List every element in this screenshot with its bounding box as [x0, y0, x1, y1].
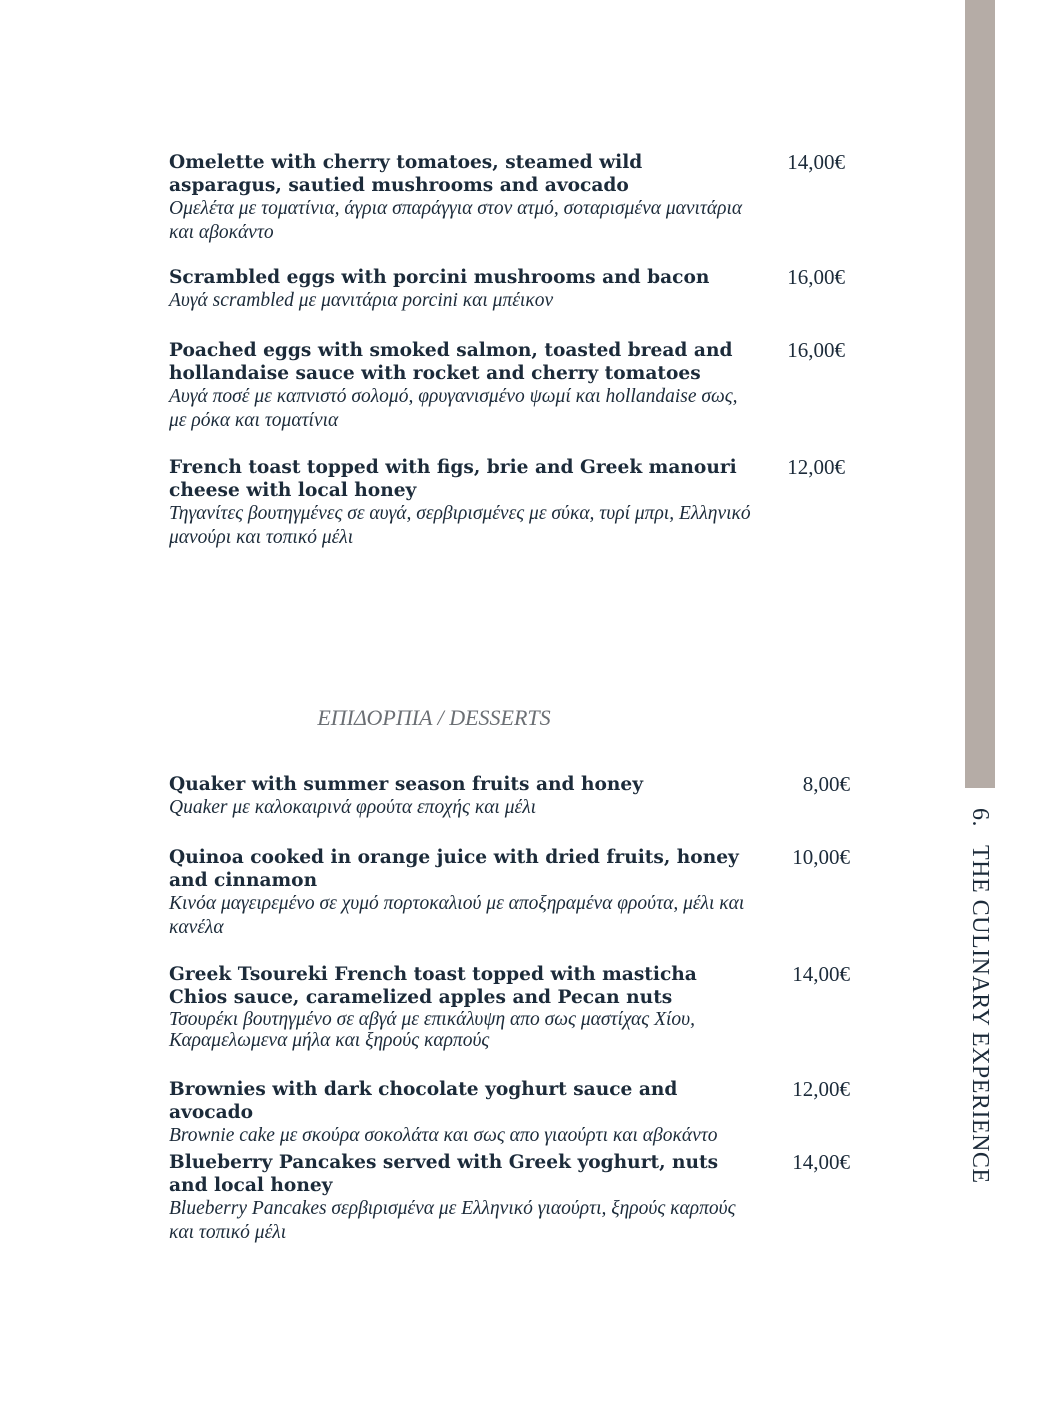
item-name-greek: Brownie cake με σκούρα σοκολάτα και σως απο γιαούρτι και αβοκάντο	[169, 1125, 718, 1146]
item-price: 14,00€	[792, 962, 850, 986]
item-name: Greek Tsoureki French toast topped with masticha Chios sauce, caramelized apples and Pecan nuts	[169, 964, 697, 1008]
item-price: 14,00€	[792, 1150, 850, 1174]
menu-item	[169, 266, 869, 313]
chapter-label	[966, 808, 993, 1184]
item-price: 14,00€	[787, 150, 845, 174]
item-price: 16,00€	[787, 338, 845, 362]
item-name: Quaker with summer season fruits and honey	[169, 774, 644, 795]
chapter-number: 6.	[967, 808, 993, 827]
item-price: 12,00€	[792, 1077, 850, 1101]
item-price: 8,00€	[802, 772, 850, 796]
item-name: Brownies with dark chocolate yoghurt sauce and avocado	[169, 1079, 678, 1123]
item-name: Omelette with cherry tomatoes, steamed wild asparagus, sautied mushrooms and avocado	[169, 152, 643, 196]
chapter-title: THE CULINARY EXPERIENCE	[967, 845, 993, 1184]
item-name-greek: Quaker με καλοκαιρινά φρούτα εποχής και μέλι	[169, 797, 537, 818]
item-name-greek: Αυγά scrambled με μανιτάρια porcini και μπέικον	[169, 290, 554, 311]
menu-item	[169, 1151, 869, 1245]
item-price: 12,00€	[787, 455, 845, 479]
item-name: Scrambled eggs with porcini mushrooms and bacon	[169, 267, 710, 288]
item-name: Quinoa cooked in orange juice with dried fruits, honey and cinnamon	[169, 847, 739, 891]
menu-item	[169, 846, 869, 940]
item-name: French toast topped with figs, brie and Greek manouri cheese with local honey	[169, 457, 737, 501]
menu-item	[169, 773, 869, 820]
item-name: Blueberry Pancakes served with Greek yoghurt, nuts and local honey	[169, 1152, 719, 1196]
item-name-greek: Τηγανίτες βουτηγμένες σε αυγά, σερβιρισμένες με σύκα, τυρί μπρι, Ελληνικό μανούρι και τοπικό μέλι	[169, 503, 751, 548]
item-name-greek: Κινόα μαγειρεμένο σε χυμό πορτοκαλιού με αποξηραμένα φρούτα, μέλι και κανέλα	[169, 893, 745, 938]
menu-item	[169, 963, 869, 1051]
item-name-greek: Τσουρέκι βουτηγμένο σε αβγά με επικάλυψη απο σως μαστίχας Χίου, Καραμελωμενα μήλα και ξηρούς καρπούς	[169, 1009, 695, 1051]
menu-item	[169, 151, 869, 245]
item-price: 16,00€	[787, 265, 845, 289]
item-name-greek: Blueberry Pancakes σερβιρισμένα με Ελληνικό γιαούρτι, ξηρούς καρπούς και τοπικό μέλι	[169, 1198, 736, 1243]
chapter-tab-bar	[965, 0, 995, 788]
item-name-greek: Ομελέτα με τοματίνια, άγρια σπαράγγια στον ατμό, σοταρισμένα μανιτάρια και αβοκάντο	[169, 198, 743, 243]
section-title-desserts: ΕΠΙΔΟΡΠΙΑ / DESSERTS	[317, 705, 551, 730]
menu-item	[169, 1078, 869, 1148]
item-name-greek: Αυγά ποσέ με καπνιστό σολομό, φρυγανισμένο ψωμί και hollandaise σως, με ρόκα και τοματίνια	[169, 386, 738, 431]
menu-item	[169, 456, 869, 550]
item-price: 10,00€	[792, 845, 850, 869]
item-name: Poached eggs with smoked salmon, toasted bread and hollandaise sauce with rocket and cherry tomatoes	[169, 340, 733, 384]
menu-item	[169, 339, 869, 433]
